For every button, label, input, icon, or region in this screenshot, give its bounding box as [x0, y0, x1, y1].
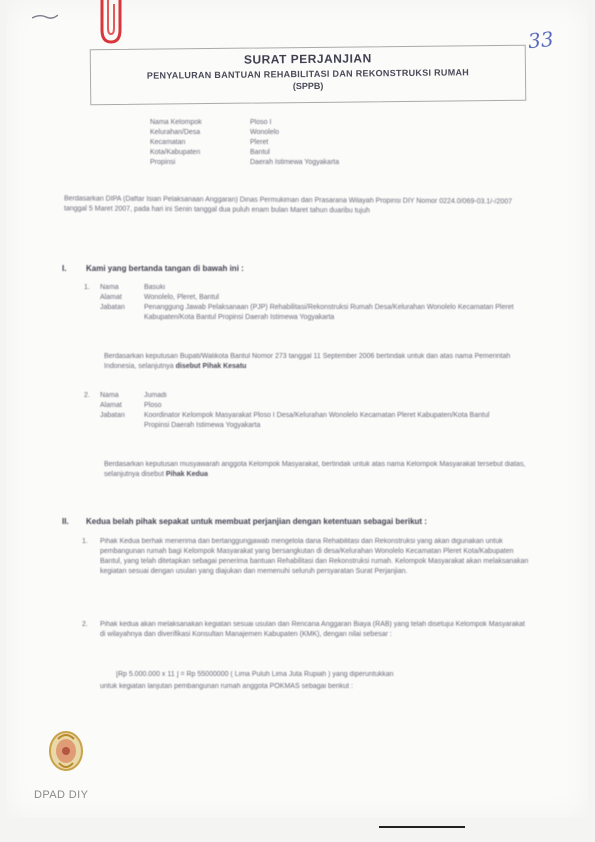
- location-row: Kota/Kabupaten Bantul: [150, 149, 270, 156]
- section-1-heading: I. Kami yang bertanda tangan di bawah ini :: [62, 264, 244, 273]
- location-block: [150, 118, 339, 168]
- party-1: 1. Nama Basuki Alamat Wonolelo, Pleret, Bantul Jabatan Penanggung Jawab Pelaksanaan (PJP) Rehabilitasi/Rekonstruksi Rumah Desa/Kelurahan Wonolelo Kecamatan Pleret Kabupaten/Kota Bantul Propinsi Daerah Istimewa Yogyakarta: [84, 284, 514, 321]
- party-2: 2. Nama Jumadi Alamat Ploso Jabatan Koordinator Kelompok Masyarakat Ploso I Desa/Kelurahan Wonolelo Kecamatan Pleret Kabupaten/Kota Bantul Propinsi Daerah Istimewa Yogyakarta: [84, 392, 490, 429]
- title-line-1: SURAT PERJANJIAN: [243, 51, 372, 67]
- title-box: [90, 45, 527, 106]
- paperclip-icon: [94, 0, 128, 46]
- agreement-item-2: 2. Pihak kedua akan melaksanakan kegiatan sesuai usulan dan Rencana Anggaran Biaya (RAB) yang telah disetujui Kelompok Masyarakat di wilayahnya dan diverifikasi Konsultan Manajemen Kabupaten (KMK), dengan nilai sebesar :: [82, 621, 525, 638]
- amount-follow-line: untuk kegiatan lanjutan pembangunan rumah anggota POKMAS sebagai berikut :: [100, 683, 353, 690]
- location-row: Kelurahan/Desa Wonolelo: [150, 129, 280, 136]
- location-row: Kecamatan Pleret: [150, 139, 269, 146]
- party-2-basis: Berdasarkan keputusan musyawarah anggota Kelompok Masyarakat, bertindak untuk atas nama Kelompok Masyarakat tersebut diatas, selanjutnya disebut Pihak Kedua: [104, 461, 526, 478]
- page-number: 33: [526, 26, 555, 54]
- location-row: Nama Kelompok Ploso I: [150, 119, 272, 126]
- section-2-heading: II. Kedua belah pihak sepakat untuk membuat perjanjian dengan ketentuan sebagai berikut :: [62, 517, 427, 526]
- pen-mark-icon: [32, 14, 58, 20]
- bottom-rule: [379, 826, 465, 828]
- intro-paragraph: Berdasarkan DIPA (Daftar Isian Pelaksanaan Anggaran) Dinas Permukiman dan Prasarana Wilayah Propinsi DIY Nomor 0224.0/069-03.1/-/2007 tanggal 5 Maret 2007, pada hari ini Senin tanggal dua puluh enam bulan Maret tahun duaribu tujuh: [63, 195, 513, 215]
- title-line-2: PENYALURAN BANTUAN REHABILITASI DAN REKONSTRUKSI RUMAH: [146, 67, 470, 81]
- dpad-seal-icon: [44, 727, 88, 777]
- party-1-basis: Berdasarkan keputusan Bupati/Walikota Bantul Nomor 273 tanggal 11 September 2006 bertindak untuk dan atas nama Pemerintah Indonesia, selanjutnya disebut Pihak Kesatu: [104, 353, 511, 370]
- title-line-3: (SPPB): [292, 80, 324, 92]
- watermark-text: DPAD DIY: [34, 789, 89, 801]
- location-row: Propinsi Daerah Istimewa Yogyakarta: [150, 159, 340, 166]
- amount-line: [Rp 5.000.000 x 11 ] = Rp 55000000 ( Lima Puluh Lima Juta Rupiah ) yang diperuntukkan: [116, 671, 394, 678]
- agreement-item-1: 1. Pihak Kedua berhak menerima dan bertanggungjawab mengelola dana Rehabilitasi dan Rekonstruksi yang akan digunakan untuk pembangunan rumah bagi Kelompok Masyarakat yang bersangkutan di desa/Kelurahan Wonolelo Kecamatan Pleret Kota/Kabupaten Bantul, yang telah ditetapkan sebagai penerima bantuan Rehabilitasi dan Rekonstruksi rumah. Kelompok Masyarakat akan melaksanakan kegiatan sesuai dengan usulan yang diajukan dan memenuhi seluruh persyaratan Surat Perjanjian.: [82, 538, 529, 575]
